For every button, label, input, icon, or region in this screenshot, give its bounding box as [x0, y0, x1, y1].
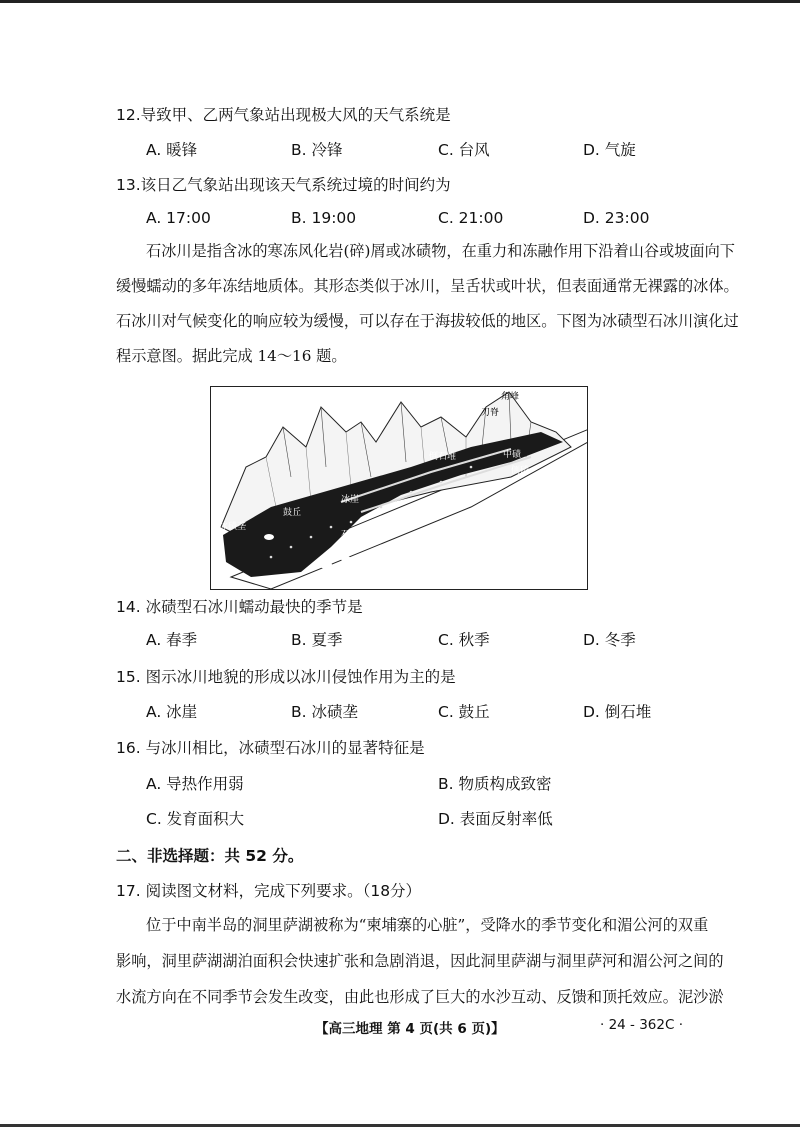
footer-page-info: 【高三地理 第 4 页(共 6 页)】 — [315, 1021, 505, 1037]
q14-option-c[interactable]: C. 秋季 — [438, 631, 490, 649]
q15-option-b[interactable]: B. 冰碛垄 — [291, 703, 358, 721]
section-2-title: 二、非选择题：共 52 分。 — [116, 847, 304, 865]
rock-glacier-diagram — [210, 386, 588, 590]
q15-option-c[interactable]: C. 鼓丘 — [438, 703, 490, 721]
q14-option-b[interactable]: B. 夏季 — [291, 631, 343, 649]
question-14-stem: 14. 冰碛型石冰川蠕动最快的季节是 — [116, 598, 363, 616]
q17-line-1: 位于中南半岛的洞里萨湖被称为“柬埔寨的心脏”，受降水的季节变化和湄公河的双重 — [146, 916, 709, 934]
q13-option-d[interactable]: D. 23:00 — [583, 209, 650, 227]
q12-option-b[interactable]: B. 冷锋 — [291, 141, 343, 159]
diagram-svg — [211, 387, 587, 589]
question-16-stem: 16. 与冰川相比，冰碛型石冰川的显著特征是 — [116, 739, 425, 757]
question-15-stem: 15. 图示冰川地貌的形成以冰川侵蚀作用为主的是 — [116, 668, 456, 686]
footer-exam-code: · 24 - 362C · — [600, 1017, 683, 1033]
q16-option-d[interactable]: D. 表面反射率低 — [438, 810, 553, 828]
q14-option-a[interactable]: A. 春季 — [146, 631, 198, 649]
q13-option-a[interactable]: A. 17:00 — [146, 209, 211, 227]
label-ceqi: 侧碛 — [511, 466, 530, 476]
drumlin-3 — [341, 556, 351, 562]
q13-option-b[interactable]: B. 19:00 — [291, 209, 357, 227]
q15-option-d[interactable]: D. 倒石堆 — [583, 703, 652, 721]
label-bingqilong: 冰碛垄 — [219, 522, 247, 532]
drumlin-2 — [320, 561, 332, 569]
q15-option-a[interactable]: A. 冰崖 — [146, 703, 198, 721]
label-renji: 刃脊 — [481, 408, 500, 418]
q16-option-c[interactable]: C. 发育面积大 — [146, 810, 245, 828]
question-13-stem: 13.该日乙气象站出现该天气系统过境的时间约为 — [116, 176, 451, 194]
label-jiaofeng: 角峰 — [501, 392, 520, 402]
q12-option-d[interactable]: D. 气旋 — [583, 141, 636, 159]
material-line-3: 石冰川对气候变化的响应较为缓慢，可以存在于海拔较低的地区。下图为冰碛型石冰川演化过 — [116, 312, 739, 330]
q16-option-b[interactable]: B. 物质构成致密 — [438, 775, 552, 793]
label-zhongqi: 中碛 — [503, 450, 522, 460]
bottom-border — [0, 1124, 800, 1127]
q12-option-a[interactable]: A. 暖锋 — [146, 141, 198, 159]
top-border — [0, 0, 800, 3]
q17-line-2: 影响，洞里萨湖湖泊面积会快速扩张和急剧消退，因此洞里萨湖与洞里萨河和湄公河之间的 — [116, 952, 724, 970]
material-line-2: 缓慢蠕动的多年冻结地质体。其形态类似于冰川，呈舌状或叶状，但表面通常无裸露的冰体。 — [116, 277, 739, 295]
label-bingya: 冰崖 — [341, 495, 360, 505]
q12-option-c[interactable]: C. 台风 — [438, 141, 490, 159]
material-line-1: 石冰川是指含冰的寒冻风化岩(碎)屑或冰碛物，在重力和冻融作用下沿着山谷或坡面向下 — [146, 242, 735, 260]
question-12-stem: 12.导致甲、乙两气象站出现极大风的天气系统是 — [116, 106, 451, 124]
material-line-4: 程示意图。据此完成 14～16 题。 — [116, 347, 347, 365]
q17-line-3: 水流方向在不同季节会发生改变，由此也形成了巨大的水沙互动、反馈和顶托效应。泥沙淤 — [116, 988, 724, 1006]
drumlin-1 — [264, 534, 274, 540]
label-guqiu: 鼓丘 — [283, 508, 302, 518]
label-shibingchuan: 石冰川 — [341, 530, 369, 540]
q16-option-a[interactable]: A. 导热作用弱 — [146, 775, 244, 793]
q13-option-c[interactable]: C. 21:00 — [438, 209, 504, 227]
q14-option-d[interactable]: D. 冬季 — [583, 631, 636, 649]
question-17-stem: 17. 阅读图文材料，完成下列要求。（18分） — [116, 882, 422, 900]
label-daoshidui: 倒石堆 — [429, 452, 457, 462]
